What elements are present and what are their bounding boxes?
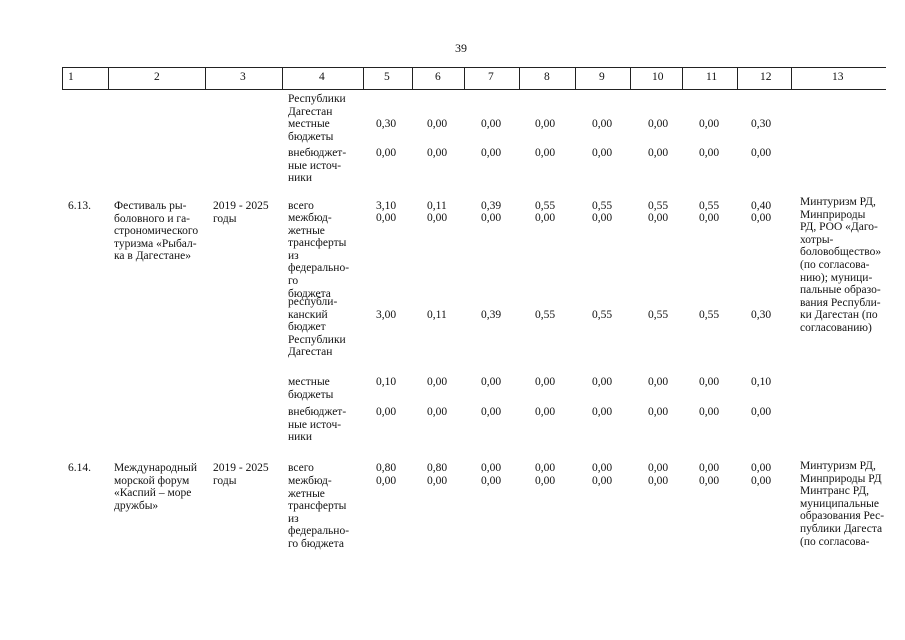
- cell-value: 0,80: [427, 462, 448, 474]
- cell-value: 0,00: [699, 147, 720, 159]
- row-6-13-republic-label: республи- канский бюджет Республики Дагестан: [288, 296, 346, 359]
- header-col-11: 11: [706, 71, 718, 83]
- cell-value: 0,00: [427, 212, 448, 224]
- cell-value: 0,00: [751, 475, 772, 487]
- cell-value: 0,55: [592, 309, 613, 321]
- cell-value: 0,39: [481, 309, 502, 321]
- header-col-8: 8: [544, 71, 550, 83]
- header-col-7: 7: [488, 71, 494, 83]
- cell-value: 0,00: [427, 376, 448, 388]
- cont-ext-label: внебюджет- ные источ- ники: [288, 147, 347, 185]
- cell-value: 0,00: [751, 406, 772, 418]
- cell-value: 0,00: [751, 462, 772, 474]
- row-6-14-name: Международный морской форум «Каспий – море дружбы»: [114, 462, 198, 512]
- cell-value: 0,00: [481, 212, 502, 224]
- cell-value: 0,00: [481, 462, 502, 474]
- header-col-6: 6: [435, 71, 441, 83]
- cell-value: 0,00: [535, 475, 556, 487]
- cell-value: 0,10: [751, 376, 772, 388]
- cell-value: 0,55: [648, 309, 669, 321]
- cell-value: 0,00: [427, 118, 448, 130]
- header-col-12: 12: [760, 71, 772, 83]
- cont-local-label: местные бюджеты: [288, 118, 334, 143]
- cell-value: 0,55: [535, 309, 556, 321]
- cell-value: 0,00: [592, 118, 613, 130]
- cell-value: 0,55: [535, 200, 556, 212]
- cell-value: 0,55: [699, 309, 720, 321]
- row-6-14-number: 6.14.: [68, 462, 91, 474]
- cell-value: 0,55: [648, 200, 669, 212]
- cell-value: 0,00: [751, 212, 772, 224]
- cell-value: 0,00: [481, 475, 502, 487]
- cell-value: 0,00: [427, 147, 448, 159]
- row-6-14-years: 2019 - 2025 годы: [213, 462, 269, 487]
- cell-value: 0,00: [535, 147, 556, 159]
- cell-value: 0,00: [535, 212, 556, 224]
- cell-value: 0,00: [376, 212, 397, 224]
- row-6-13-name: Фестиваль ры- боловного и га- строномического туризма «Рыбал- ка в Дагестане»: [114, 200, 199, 263]
- header-col-4: 4: [319, 71, 325, 83]
- cell-value: 0,00: [699, 118, 720, 130]
- cell-value: 0,00: [648, 118, 669, 130]
- cell-value: 0,40: [751, 200, 772, 212]
- header-col-3: 3: [240, 71, 246, 83]
- cell-value: 0,00: [592, 406, 613, 418]
- cell-value: 3,00: [376, 309, 397, 321]
- cell-value: 0,00: [427, 406, 448, 418]
- table-header: [62, 67, 886, 90]
- cell-value: 0,00: [427, 475, 448, 487]
- cell-value: 0,00: [481, 376, 502, 388]
- cell-value: 0,00: [535, 406, 556, 418]
- cell-value: 0,55: [699, 200, 720, 212]
- cell-value: 0,00: [481, 118, 502, 130]
- row-6-13-ext-label: внебюджет- ные источ- ники: [288, 406, 347, 444]
- cell-value: 0,30: [376, 118, 397, 130]
- cell-value: 0,00: [648, 147, 669, 159]
- cell-value: 0,30: [751, 118, 772, 130]
- cell-value: 0,00: [751, 147, 772, 159]
- cont-funding-label: Республики Дагестан: [288, 93, 346, 118]
- cell-value: 0,10: [376, 376, 397, 388]
- cell-value: 0,00: [376, 475, 397, 487]
- cell-value: 0,00: [535, 376, 556, 388]
- row-6-13-total-label: всего: [288, 200, 314, 212]
- cell-value: 0,00: [648, 462, 669, 474]
- cell-value: 0,39: [481, 200, 502, 212]
- cell-value: 0,00: [699, 462, 720, 474]
- cell-value: 0,30: [751, 309, 772, 321]
- cell-value: 0,00: [481, 147, 502, 159]
- cell-value: 0,00: [592, 376, 613, 388]
- cell-value: 0,00: [592, 462, 613, 474]
- cell-value: 0,00: [592, 475, 613, 487]
- cell-value: 0,00: [699, 406, 720, 418]
- cell-value: 0,00: [699, 212, 720, 224]
- cell-value: 0,00: [592, 212, 613, 224]
- cell-value: 0,00: [376, 147, 397, 159]
- cell-value: 0,00: [699, 376, 720, 388]
- cell-value: 0,00: [481, 406, 502, 418]
- cell-value: 3,10: [376, 200, 397, 212]
- cell-value: 0,00: [648, 376, 669, 388]
- cell-value: 0,11: [427, 309, 447, 321]
- row-6-13-executor: Минтуризм РД, Минприроды РД, РОО «Даго- хотры- боловобщество» (по согласова- нию); муници- пальные образо- вания Республи- ки Дагестан (по согласованию): [800, 196, 882, 334]
- row-6-13-number: 6.13.: [68, 200, 91, 212]
- row-6-13-local-label: местные бюджеты: [288, 376, 334, 401]
- cell-value: 0,00: [648, 406, 669, 418]
- row-6-14-executor: Минтуризм РД, Минприроды РД Минтранс РД, муниципальные образования Рес- публики Дагеста (по согласова-: [800, 460, 885, 548]
- header-col-9: 9: [599, 71, 605, 83]
- row-6-13-interbudget-label: межбюд- жетные трансферты из федерально- го бюджета: [288, 212, 350, 300]
- cell-value: 0,00: [535, 118, 556, 130]
- header-col-5: 5: [384, 71, 390, 83]
- page-number: 39: [455, 41, 467, 55]
- row-6-14-total-label: всего: [288, 462, 314, 474]
- row-6-14-interbudget-label: межбюд- жетные трансферты из федерально- го бюджета: [288, 475, 350, 550]
- cell-value: 0,00: [699, 475, 720, 487]
- cell-value: 0,80: [376, 462, 397, 474]
- cell-value: 0,00: [376, 406, 397, 418]
- header-col-2: 2: [154, 71, 160, 83]
- header-col-13: 13: [832, 71, 844, 83]
- row-6-13-years: 2019 - 2025 годы: [213, 200, 269, 225]
- header-col-1: 1: [68, 71, 74, 83]
- cell-value: 0,00: [592, 147, 613, 159]
- cell-value: 0,00: [535, 462, 556, 474]
- cell-value: 0,00: [648, 212, 669, 224]
- cell-value: 0,00: [648, 475, 669, 487]
- header-col-10: 10: [652, 71, 664, 83]
- cell-value: 0,11: [427, 200, 447, 212]
- cell-value: 0,55: [592, 200, 613, 212]
